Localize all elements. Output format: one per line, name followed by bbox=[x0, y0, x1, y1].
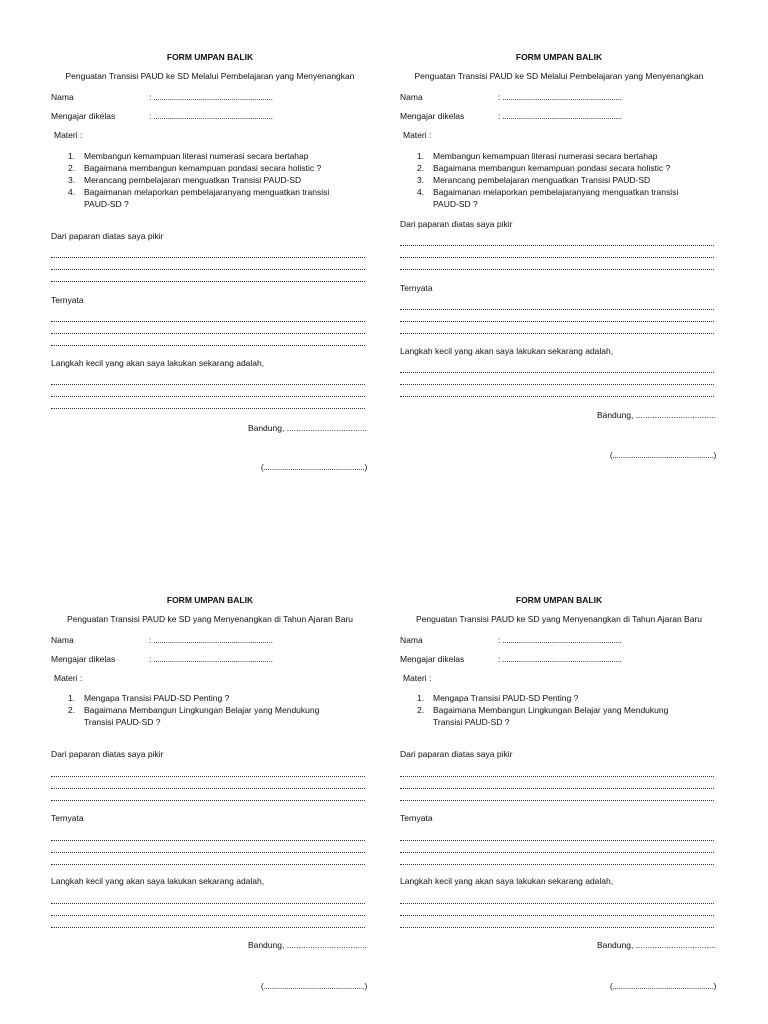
materi-item-text: Bagaimana membangun kemampuan pondasi secara holistic ? bbox=[84, 163, 322, 173]
answer-line[interactable] bbox=[400, 269, 714, 270]
section-label-pikir: Dari paparan diatas saya pikir bbox=[400, 749, 513, 759]
materi-item-number: 1. bbox=[68, 151, 76, 161]
answer-line[interactable] bbox=[400, 257, 714, 258]
mengajar-label: Mengajar dikelas bbox=[51, 111, 116, 121]
materi-item bbox=[68, 162, 368, 174]
materi-item-number: 2. bbox=[417, 705, 425, 715]
nama-field[interactable]: : .......................................................... bbox=[149, 635, 273, 645]
feedback-form-3 bbox=[51, 596, 369, 996]
materi-item bbox=[68, 704, 348, 728]
materi-item bbox=[417, 150, 717, 162]
materi-label: Materi : bbox=[54, 130, 83, 140]
materi-item-text: Bagaimana membangun kemampuan pondasi secara holistic ? bbox=[433, 163, 671, 173]
materi-label: Materi : bbox=[403, 673, 432, 683]
answer-line[interactable] bbox=[51, 333, 365, 334]
answer-line[interactable] bbox=[400, 384, 714, 385]
answer-line[interactable] bbox=[400, 309, 714, 310]
feedback-form-1 bbox=[51, 53, 369, 473]
section-label-langkah: Langkah kecil yang akan saya lakukan sekarang adalah, bbox=[400, 346, 614, 356]
mengajar-label: Mengajar dikelas bbox=[400, 654, 465, 664]
signature-line[interactable]: (.................................................) bbox=[260, 981, 367, 991]
materi-item bbox=[417, 692, 717, 704]
materi-item-text: Merancang pembelajaran menguatkan Transisi PAUD-SD bbox=[433, 175, 651, 185]
form-title: FORM UMPAN BALIK bbox=[166, 52, 254, 62]
place-date[interactable]: Bandung, .................................. bbox=[247, 423, 367, 433]
form-subtitle: Penguatan Transisi PAUD ke SD Melalui Pembelajaran yang Menyenangkan bbox=[414, 71, 704, 81]
answer-line[interactable] bbox=[400, 776, 714, 777]
section-label-ternyata: Ternyata bbox=[51, 295, 84, 305]
nama-label: Nama bbox=[51, 92, 74, 102]
form-title: FORM UMPAN BALIK bbox=[166, 595, 254, 605]
answer-line[interactable] bbox=[51, 927, 365, 928]
materi-item-text: Membangun kemampuan literasi numerasi secara bertahap bbox=[84, 151, 309, 161]
materi-item bbox=[417, 704, 697, 728]
materi-item-number: 1. bbox=[417, 693, 425, 703]
materi-item bbox=[417, 174, 717, 186]
place-date[interactable]: Bandung, .................................. bbox=[247, 940, 367, 950]
materi-item-text: Bagaimanan melaporkan pembelajaranyang menguatkan transisi PAUD-SD ? bbox=[433, 187, 679, 209]
answer-line[interactable] bbox=[51, 408, 365, 409]
materi-item-text: Bagaimana Membangun Lingkungan Belajar yang Mendukung Transisi PAUD-SD ? bbox=[433, 705, 669, 727]
mengajar-label: Mengajar dikelas bbox=[400, 111, 465, 121]
mengajar-field[interactable]: : .......................................................... bbox=[498, 654, 622, 664]
answer-line[interactable] bbox=[51, 864, 365, 865]
form-subtitle: Penguatan Transisi PAUD ke SD yang Menyenangkan di Tahun Ajaran Baru bbox=[66, 614, 354, 624]
answer-line[interactable] bbox=[400, 864, 714, 865]
answer-line[interactable] bbox=[400, 903, 714, 904]
materi-item-number: 2. bbox=[417, 163, 425, 173]
form-subtitle: Penguatan Transisi PAUD ke SD Melalui Pembelajaran yang Menyenangkan bbox=[65, 71, 355, 81]
nama-field[interactable]: : .......................................................... bbox=[498, 635, 622, 645]
materi-item-text: Bagaimanan melaporkan pembelajaranyang menguatkan transisi PAUD-SD ? bbox=[84, 187, 330, 209]
answer-line[interactable] bbox=[51, 788, 365, 789]
mengajar-label: Mengajar dikelas bbox=[51, 654, 116, 664]
section-label-langkah: Langkah kecil yang akan saya lakukan sekarang adalah, bbox=[51, 876, 265, 886]
answer-line[interactable] bbox=[400, 396, 714, 397]
materi-item-number: 2. bbox=[68, 163, 76, 173]
answer-line[interactable] bbox=[400, 333, 714, 334]
place-date[interactable]: Bandung, .................................. bbox=[596, 940, 716, 950]
answer-line[interactable] bbox=[51, 281, 365, 282]
answer-line[interactable] bbox=[400, 788, 714, 789]
materi-item bbox=[68, 186, 338, 210]
nama-field[interactable]: : .......................................................... bbox=[498, 92, 622, 102]
feedback-form-4 bbox=[400, 596, 718, 996]
signature-line[interactable]: (.................................................) bbox=[609, 450, 716, 460]
answer-line[interactable] bbox=[400, 840, 714, 841]
answer-line[interactable] bbox=[51, 800, 365, 801]
materi-item-number: 3. bbox=[417, 175, 425, 185]
materi-item-text: Bagaimana Membangun Lingkungan Belajar yang Mendukung Transisi PAUD-SD ? bbox=[84, 705, 320, 727]
nama-label: Nama bbox=[400, 92, 423, 102]
answer-line[interactable] bbox=[51, 776, 365, 777]
section-label-langkah: Langkah kecil yang akan saya lakukan sekarang adalah, bbox=[400, 876, 614, 886]
mengajar-field[interactable]: : .......................................................... bbox=[149, 111, 273, 121]
answer-line[interactable] bbox=[400, 852, 714, 853]
answer-line[interactable] bbox=[51, 269, 365, 270]
materi-item bbox=[417, 186, 687, 210]
section-label-pikir: Dari paparan diatas saya pikir bbox=[51, 749, 164, 759]
answer-line[interactable] bbox=[400, 915, 714, 916]
answer-line[interactable] bbox=[400, 927, 714, 928]
materi-item-number: 1. bbox=[68, 693, 76, 703]
materi-item bbox=[68, 692, 368, 704]
answer-line[interactable] bbox=[51, 384, 365, 385]
feedback-form-2 bbox=[400, 53, 718, 473]
answer-line[interactable] bbox=[51, 840, 365, 841]
section-label-pikir: Dari paparan diatas saya pikir bbox=[51, 231, 164, 241]
section-label-ternyata: Ternyata bbox=[400, 813, 433, 823]
answer-line[interactable] bbox=[51, 396, 365, 397]
materi-item bbox=[417, 162, 717, 174]
materi-label: Materi : bbox=[403, 130, 432, 140]
materi-item-number: 3. bbox=[68, 175, 76, 185]
materi-item bbox=[68, 150, 368, 162]
materi-item-text: Mengapa Transisi PAUD-SD Penting ? bbox=[433, 693, 579, 703]
mengajar-field[interactable]: : .......................................................... bbox=[498, 111, 622, 121]
answer-line[interactable] bbox=[51, 257, 365, 258]
form-title: FORM UMPAN BALIK bbox=[515, 52, 603, 62]
materi-item-number: 4. bbox=[417, 187, 425, 197]
answer-line[interactable] bbox=[400, 372, 714, 373]
materi-item-number: 1. bbox=[417, 151, 425, 161]
materi-item-number: 2. bbox=[68, 705, 76, 715]
signature-line[interactable]: (.................................................) bbox=[260, 462, 367, 472]
signature-line[interactable]: (.................................................) bbox=[609, 981, 716, 991]
materi-item-text: Merancang pembelajaran menguatkan Transisi PAUD-SD bbox=[84, 175, 302, 185]
answer-line[interactable] bbox=[51, 345, 365, 346]
answer-line[interactable] bbox=[400, 245, 714, 246]
form-subtitle: Penguatan Transisi PAUD ke SD yang Menyenangkan di Tahun Ajaran Baru bbox=[415, 614, 703, 624]
answer-line[interactable] bbox=[400, 321, 714, 322]
section-label-pikir: Dari paparan diatas saya pikir bbox=[400, 219, 513, 229]
answer-line[interactable] bbox=[51, 321, 365, 322]
answer-line[interactable] bbox=[51, 852, 365, 853]
materi-item-number: 4. bbox=[68, 187, 76, 197]
nama-label: Nama bbox=[51, 635, 74, 645]
answer-line[interactable] bbox=[51, 915, 365, 916]
section-label-ternyata: Ternyata bbox=[400, 283, 433, 293]
materi-item-text: Mengapa Transisi PAUD-SD Penting ? bbox=[84, 693, 230, 703]
answer-line[interactable] bbox=[51, 903, 365, 904]
form-title: FORM UMPAN BALIK bbox=[515, 595, 603, 605]
nama-label: Nama bbox=[400, 635, 423, 645]
section-label-ternyata: Ternyata bbox=[51, 813, 84, 823]
materi-item-text: Membangun kemampuan literasi numerasi secara bertahap bbox=[433, 151, 658, 161]
nama-field[interactable]: : .......................................................... bbox=[149, 92, 273, 102]
mengajar-field[interactable]: : .......................................................... bbox=[149, 654, 273, 664]
materi-label: Materi : bbox=[54, 673, 83, 683]
answer-line[interactable] bbox=[400, 800, 714, 801]
materi-item bbox=[68, 174, 368, 186]
section-label-langkah: Langkah kecil yang akan saya lakukan sekarang adalah, bbox=[51, 358, 265, 368]
place-date[interactable]: Bandung, .................................. bbox=[596, 410, 716, 420]
